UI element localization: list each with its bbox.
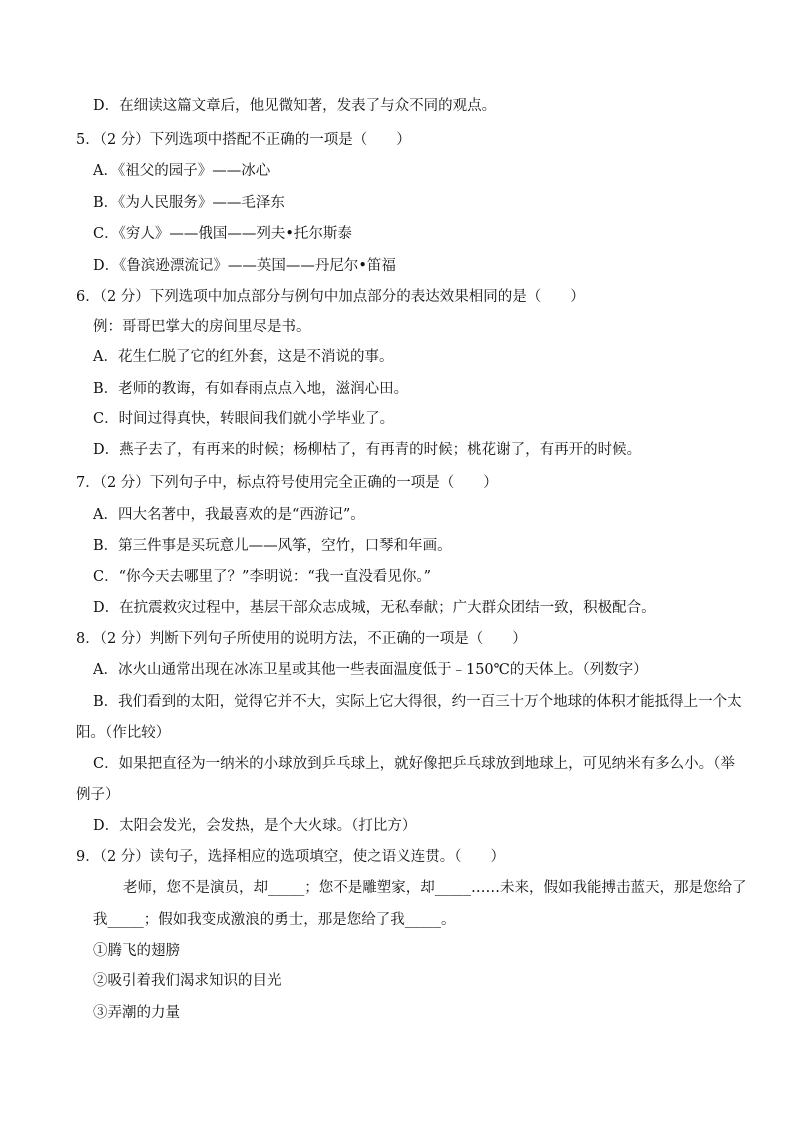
q9-choice-2: ②吸引着我们渴求知识的目光 xyxy=(93,973,282,989)
q6-stem: 6．（2 分）下列选项中加点部分与例句中加点部分的表达效果相同的是（ ） xyxy=(76,289,585,305)
q7-option-a: A．四大名著中，我最喜欢的是“西游记”。 xyxy=(93,507,365,523)
q9-choice-1: ①腾飞的翅膀 xyxy=(93,943,180,959)
q8-option-a: A．冰火山通常出现在冰冻卫星或其他一些表面温度低于﹣150℃的天体上。（列数字） xyxy=(93,662,648,678)
q9-stem: 9．（2 分）读句子，选择相应的选项填空，使之语义连贯。（ ） xyxy=(76,849,506,865)
q8-option-c-line2: 例子） xyxy=(76,787,120,803)
q6-option-a: A．花生仁脱了它的红外套，这是不消说的事。 xyxy=(93,349,394,365)
q7-option-d: D．在抗震救灾过程中，基层干部众志成城，无私奉献；广大群众团结一致，积极配合。 xyxy=(93,600,656,616)
q5-option-b: B．《为人民服务》——毛泽东 xyxy=(93,195,285,211)
q5-option-d: D．《鲁滨逊漂流记》——英国——丹尼尔•笛福 xyxy=(93,258,396,274)
q6-option-d: D．燕子去了，有再来的时候；杨柳枯了，有再青的时候；桃花谢了，有再开的时候。 xyxy=(93,442,642,458)
q5-option-c: C．《穷人》——俄国——列夫•托尔斯泰 xyxy=(93,226,352,242)
q9-passage-line2: 我_____；假如我变成激浪的勇士，那是您给了我_____。 xyxy=(93,912,456,928)
q8-option-d: D．太阳会发光，会发热，是个大火球。（打比方） xyxy=(93,818,417,834)
q6-option-c: C．时间过得真快，转眼间我们就小学毕业了。 xyxy=(93,411,395,427)
q4-option-d: D．在细读这篇文章后，他见微知著，发表了与众不同的观点。 xyxy=(93,98,497,114)
q5-stem: 5．（2 分）下列选项中搭配不正确的一项是（ ） xyxy=(76,132,411,148)
q8-stem: 8．（2 分）判断下列句子所使用的说明方法，不正确的一项是（ ） xyxy=(76,631,527,647)
q8-option-c-line1: C．如果把直径为一纳米的小球放到乒乓球上，就好像把乒乓球放到地球上，可见纳米有多么小。（举 xyxy=(93,756,735,772)
q7-option-c: C．“你今天去哪里了？”李明说：“我一直没看见你。” xyxy=(93,569,431,585)
q6-option-b: B．老师的教诲，有如春雨点点入地，滋润心田。 xyxy=(93,381,409,397)
q6-example: 例：哥哥巴掌大的房间里尽是书。 xyxy=(93,319,311,335)
q8-option-b-line1: B．我们看到的太阳，觉得它并不大，实际上它大得很，约一百三十万个地球的体积才能抵得上一个太 xyxy=(93,694,742,710)
q9-passage-line1: 老师，您不是演员，却_____；您不是雕塑家，却_____……未来，假如我能搏击蓝天，那是您给了 xyxy=(123,880,747,896)
q8-option-b-line2: 阳。（作比较） xyxy=(76,725,171,741)
q5-option-a: A．《祖父的园子》——冰心 xyxy=(93,163,271,179)
q9-choice-3: ③弄潮的力量 xyxy=(93,1005,180,1021)
q7-option-b: B．第三件事是买玩意儿——风筝，空竹，口琴和年画。 xyxy=(93,538,452,554)
q7-stem: 7．（2 分）下列句子中，标点符号使用完全正确的一项是（ ） xyxy=(76,475,498,491)
